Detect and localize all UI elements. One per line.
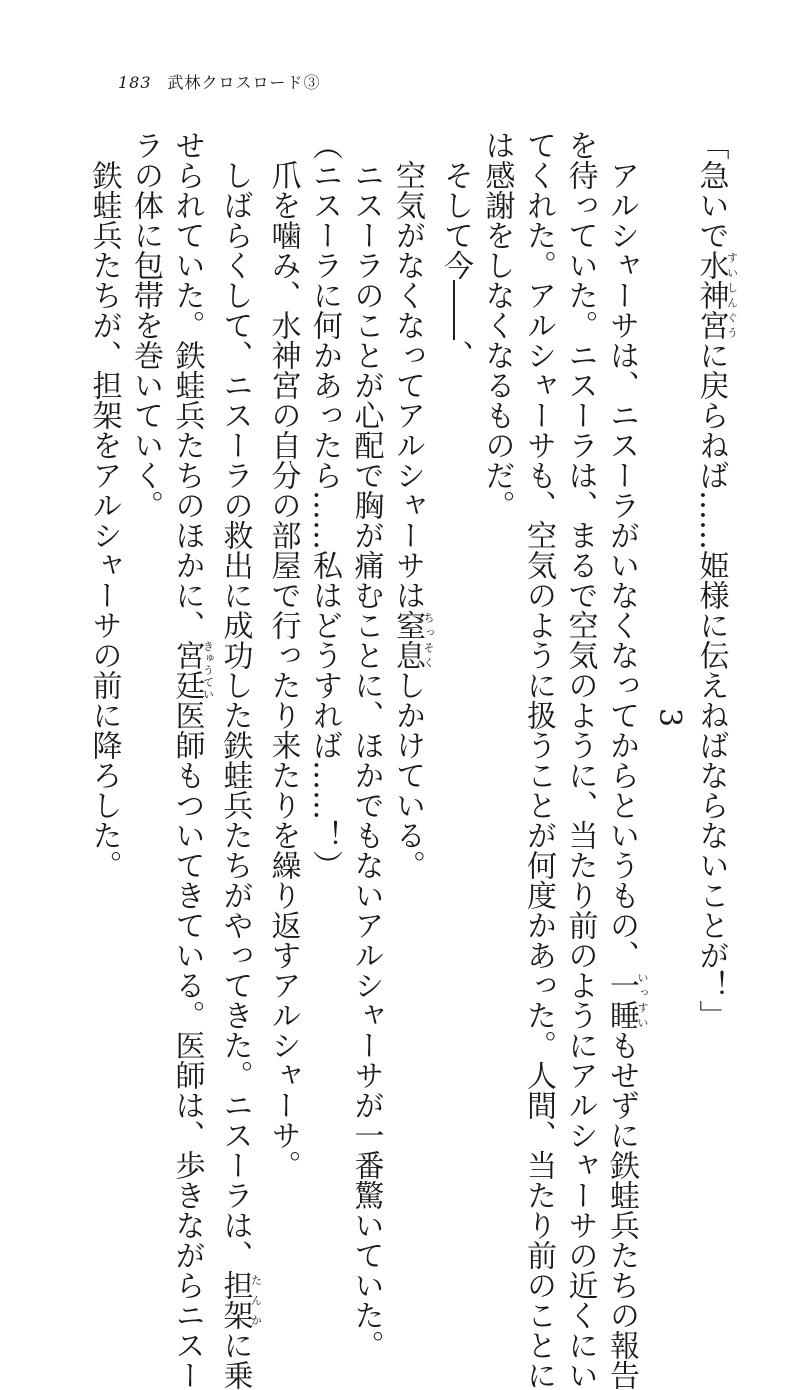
ruby-reading: ちっそく (422, 610, 435, 670)
text-line: 爪を噛み、水神宮の自分の部屋で行ったり来たりを繰り返すアルシャーサ。 (265, 160, 301, 1180)
text-segment: せられていた。鉄蛙兵たちのほかに、 (169, 130, 205, 640)
ruby-base: 窒息 (390, 610, 425, 670)
ruby-reading: たんか (249, 1270, 263, 1330)
text-segment: に乗 (217, 1330, 253, 1390)
text-line (690, 130, 738, 1170)
text-line: （ニスーラに何かあったら……私はどうすれば……！） (307, 130, 342, 880)
text-line: てくれた。アルシャーサも、空気のように扱うことが何度かあった。人間、当たり前のことに (521, 130, 556, 1390)
ruby-word (169, 640, 215, 700)
text-line: ニスーラのことが心配で胸が痛むことに、ほかでもないアルシャーサが一番驚いていた。 (348, 160, 384, 1360)
text-line (601, 130, 649, 1390)
ruby-reading: いっすい (636, 970, 649, 1030)
text-segment: に戻らねば……姫様に伝えねばならないことが！」 (693, 340, 729, 1030)
text-line: 鉄蛙兵たちが、担架をアルシャーサの前に降ろした。 (86, 160, 122, 880)
text-line: そして今――、 (438, 160, 473, 370)
text-line (214, 130, 263, 1390)
text-line: は感謝をしなくなるものだ。 (479, 130, 515, 520)
text-segment: しばらくして、ニスーラの救出に成功した鉄蛙兵たちがやってきた。ニスーラは、 (217, 160, 253, 1270)
text-segment: 「急いで (693, 130, 729, 250)
book-title: 武林クロスロード③ (167, 73, 321, 92)
text-line (387, 130, 435, 1170)
text-segment: 医師もついてきている。医師は、歩きながらニスー (169, 700, 205, 1390)
ruby-base: 宮廷 (169, 640, 205, 700)
text-segment: 空気がなくなってアルシャーサは (390, 160, 425, 610)
text-line: ラの体に包帯を巻いていく。 (128, 130, 163, 520)
running-header (118, 70, 718, 96)
ruby-base: 水神宮 (693, 250, 729, 340)
text-line: を待っていた。ニスーラは、まるで空気のように、当たり前のようにアルシャーサの近くにい (562, 130, 598, 1390)
ruby-base: 担架 (217, 1270, 253, 1330)
ruby-word (604, 970, 649, 1030)
body-text (78, 130, 739, 1390)
ruby-word (217, 1270, 263, 1330)
ruby-reading: すいしんぐう (725, 250, 739, 340)
ruby-reading: きゅうてい (201, 640, 215, 700)
text-segment: もせずに鉄蛙兵たちの報告 (604, 1030, 639, 1390)
text-segment: アルシャーサは、ニスーラがいなくなってからというもの、 (604, 160, 639, 970)
page-number: 183 (118, 73, 152, 92)
text-segment: しかけている。 (390, 670, 425, 880)
ruby-base: 一睡 (604, 970, 639, 1030)
section-number: 3 (652, 707, 687, 728)
ruby-word (390, 610, 435, 670)
ruby-word (693, 250, 739, 340)
text-line (166, 130, 215, 1390)
